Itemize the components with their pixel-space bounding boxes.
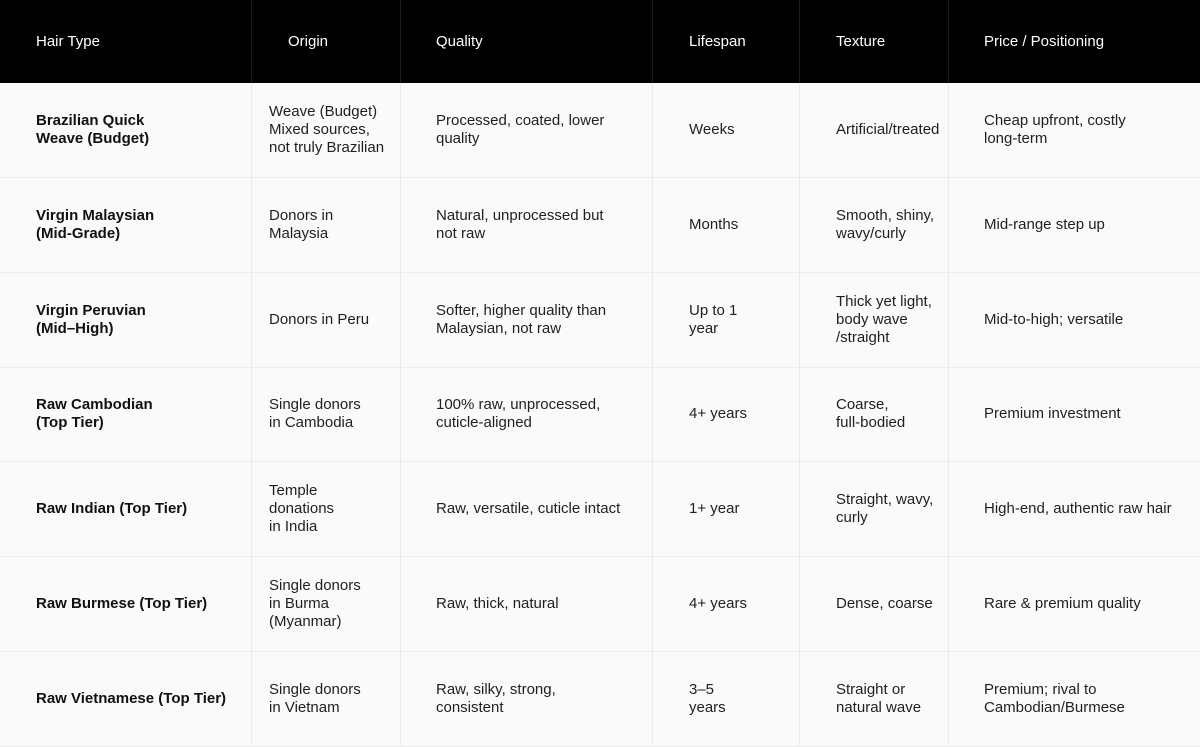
table-row-hair-type: Raw Cambodian (Top Tier) [0, 368, 252, 463]
table-row-lifespan: 3–5 years [653, 652, 800, 747]
table-row-texture: Artificial/treated [800, 83, 949, 178]
table-row-quality: 100% raw, unprocessed, cuticle-aligned [401, 368, 653, 463]
table-row-lifespan: Weeks [653, 83, 800, 178]
table-row-hair-type: Raw Vietnamese (Top Tier) [0, 652, 252, 747]
table-row-texture: Straight, wavy, curly [800, 462, 949, 557]
table-row-texture: Coarse, full-bodied [800, 368, 949, 463]
table-row-lifespan: 4+ years [653, 557, 800, 652]
table-row-hair-type: Virgin Malaysian (Mid-Grade) [0, 178, 252, 273]
header-lifespan: Lifespan [653, 0, 800, 83]
header-price-positioning: Price / Positioning [949, 0, 1200, 83]
table-row-texture: Straight or natural wave [800, 652, 949, 747]
table-row-lifespan: Up to 1 year [653, 273, 800, 368]
table-row-texture: Thick yet light, body wave /straight [800, 273, 949, 368]
table-row-price: Rare & premium quality [949, 557, 1200, 652]
table-row-price: Mid-range step up [949, 178, 1200, 273]
table-row-texture: Smooth, shiny, wavy/curly [800, 178, 949, 273]
header-quality: Quality [401, 0, 653, 83]
table-row-hair-type: Raw Indian (Top Tier) [0, 462, 252, 557]
table-row-quality: Natural, unprocessed but not raw [401, 178, 653, 273]
header-hair-type: Hair Type [0, 0, 252, 83]
table-row-origin: Single donors in Vietnam [252, 652, 401, 747]
table-row-origin: Weave (Budget) Mixed sources, not truly Brazilian [252, 83, 401, 178]
table-row-origin: Donors in Malaysia [252, 178, 401, 273]
table-row-origin: Donors in Peru [252, 273, 401, 368]
table-row-quality: Raw, thick, natural [401, 557, 653, 652]
table-row-lifespan: 4+ years [653, 368, 800, 463]
table-row-lifespan: 1+ year [653, 462, 800, 557]
table-row-price: Premium investment [949, 368, 1200, 463]
table-row-texture: Dense, coarse [800, 557, 949, 652]
table-row-quality: Softer, higher quality than Malaysian, not raw [401, 273, 653, 368]
table-row-hair-type: Virgin Peruvian (Mid–High) [0, 273, 252, 368]
table-row-quality: Raw, silky, strong, consistent [401, 652, 653, 747]
table-row-hair-type: Raw Burmese (Top Tier) [0, 557, 252, 652]
table-row-quality: Raw, versatile, cuticle intact [401, 462, 653, 557]
header-origin: Origin [252, 0, 401, 83]
table-row-hair-type: Brazilian Quick Weave (Budget) [0, 83, 252, 178]
table-row-origin: Temple donations in India [252, 462, 401, 557]
table-row-price: High-end, authentic raw hair [949, 462, 1200, 557]
table-row-origin: Single donors in Cambodia [252, 368, 401, 463]
table-row-lifespan: Months [653, 178, 800, 273]
table-row-price: Mid-to-high; versatile [949, 273, 1200, 368]
table-row-quality: Processed, coated, lower quality [401, 83, 653, 178]
table-row-price: Premium; rival to Cambodian/Burmese [949, 652, 1200, 747]
header-texture: Texture [800, 0, 949, 83]
table-row-price: Cheap upfront, costly long-term [949, 83, 1200, 178]
table-row-origin: Single donors in Burma (Myanmar) [252, 557, 401, 652]
